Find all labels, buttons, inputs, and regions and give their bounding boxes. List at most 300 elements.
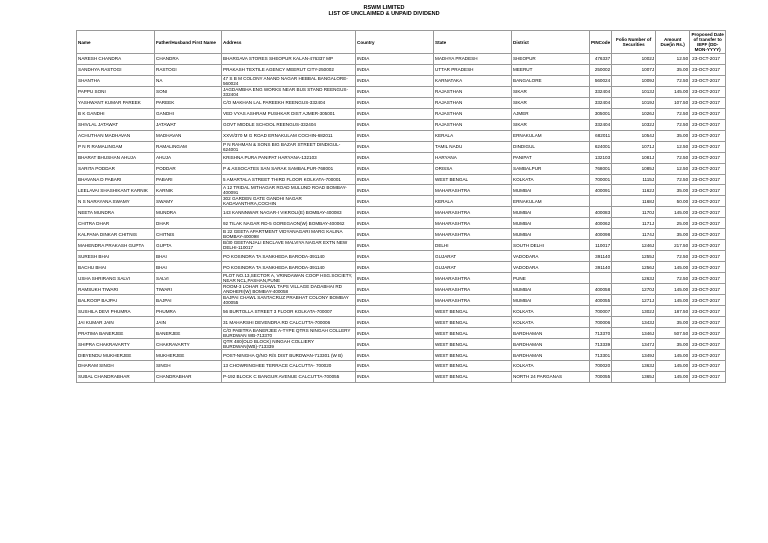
cell-folio: 1255J [612,251,656,262]
cell-pincode: 250002 [590,64,612,75]
cell-district: BARDHAMAN [512,350,590,361]
cell-address: P-192 BLOCK C BANGUR AVENUE CALCUTTA-700055 [222,371,356,382]
cell-district: MUMBAI [512,207,590,218]
cell-pincode: 332404 [590,86,612,97]
cell-date: 23-OCT-2017 [690,196,726,207]
cell-country: INDIA [356,371,434,382]
cell-amount: 72.50 [656,174,690,185]
cell-country: INDIA [356,185,434,196]
cell-date: 23-OCT-2017 [690,185,726,196]
cell-address: BAJPAI CHAWL SANTACRUZ PRABHAT COLONY BOMBAY 400055 [222,295,356,306]
cell-state: GUJARAT [434,262,512,273]
cell-amount: 145.00 [656,284,690,295]
cell-father: MADHAVAN [155,130,222,141]
cell-father: GANDHI [155,108,222,119]
cell-country: INDIA [356,218,434,229]
col-header-father: Father/Husband First Name [155,31,222,54]
cell-father: NA [155,75,222,86]
cell-district: MUMBAI [512,218,590,229]
table-row [77,229,726,240]
cell-date: 23-OCT-2017 [690,64,726,75]
cell-pincode: 624001 [590,141,612,152]
cell-pincode: 132103 [590,152,612,163]
cell-folio: 1246J [612,240,656,251]
cell-address: PO KOSINDRA TA SANKHEDA BARODA-391140 [222,251,356,262]
cell-country: INDIA [356,295,434,306]
cell-name: JAI KUMAR JAIN [77,317,155,328]
cell-folio: 1007J [612,64,656,75]
cell-district: DINDIGUL [512,141,590,152]
table-row [77,350,726,361]
cell-address: B 22 GEETA APARTMENT VIDYANAGARI MARG KALINA BOMBAY-400098 [222,229,356,240]
cell-state: MAHARASHTRA [434,185,512,196]
cell-address: ROOM-3 LOHAR CHAWL TAPS VILLAGE DADABHAI RD ANDHERI(W) BOMBAY-400058 [222,284,356,295]
cell-country: INDIA [356,163,434,174]
cell-folio: 1013J [612,86,656,97]
cell-address: KRISHNA PURA PANIPAT HARYANA-132103 [222,152,356,163]
cell-father: CHITNIS [155,229,222,240]
cell-name: SHANTHA [77,75,155,86]
col-header-address: Address [222,31,356,54]
cell-date: 23-OCT-2017 [690,152,726,163]
cell-state: RAJASTHAN [434,97,512,108]
cell-amount: 35.00 [656,185,690,196]
cell-address: C/O PABITRA BANERJEE A-TYPE QTRS NINGAH COLLERY BURDWAN WB-713370 [222,328,356,339]
cell-date: 23-OCT-2017 [690,262,726,273]
cell-father: TIWARI [155,284,222,295]
cell-address: P N RAHMAN & SONS BIG BAZAR STREET DINDIGUL-624001 [222,141,356,152]
cell-address: QTR 480(OLD BLOCK) NINGAH COLLIERY BURDWAN(WB)-713339 [222,339,356,350]
cell-date: 23-OCT-2017 [690,295,726,306]
cell-pincode: 713370 [590,328,612,339]
cell-district: MUMBAI [512,229,590,240]
cell-folio: 1171J [612,218,656,229]
cell-date: 23-OCT-2017 [690,328,726,339]
cell-folio: 1256J [612,262,656,273]
cell-district: BARDHAMAN [512,328,590,339]
table-row [77,273,726,284]
cell-address: BHARGAVA STORES SHEOPUR KALAN-476337 MP [222,54,356,65]
cell-district: MEERUT [512,64,590,75]
cell-name: N S NARAYANA SWAMY [77,196,155,207]
cell-father: SALVI [155,273,222,284]
cell-state: WEST BENGAL [434,339,512,350]
cell-country: INDIA [356,196,434,207]
cell-state: GUJARAT [434,251,512,262]
cell-district: AJMER [512,108,590,119]
cell-father: MUNDRA [155,207,222,218]
cell-father: PODDAR [155,163,222,174]
cell-folio: 1081J [612,152,656,163]
table-row [77,317,726,328]
cell-address: XXVI/370 M G ROAD ERNAKULAM COCHIN-682011 [222,130,356,141]
cell-pincode: 700020 [590,361,612,372]
cell-district: VADODARA [512,262,590,273]
table-row [77,86,726,97]
cell-amount: 145.00 [656,207,690,218]
cell-district: VADODARA [512,251,590,262]
table-row [77,54,726,65]
cell-pincode: 560024 [590,75,612,86]
cell-date: 23-OCT-2017 [690,229,726,240]
cell-father: RAMALINGAM [155,141,222,152]
cell-father: CHANDRABHAR [155,371,222,382]
cell-folio: 1365J [612,371,656,382]
col-header-district: District [512,31,590,54]
cell-district: SAMBALPUR [512,163,590,174]
cell-amount: 72.50 [656,273,690,284]
cell-country: INDIA [356,119,434,130]
cell-state: WEST BENGAL [434,350,512,361]
cell-father: PABARI [155,174,222,185]
cell-pincode: 476337 [590,54,612,65]
cell-pincode: 391140 [590,262,612,273]
cell-father: MUKHERJEE [155,350,222,361]
cell-country: INDIA [356,152,434,163]
cell-state: DELHI [434,240,512,251]
cell-father: BANERJEE [155,328,222,339]
cell-address: 92 TILAK NAGAR RD-5 GOREGAON(W) BOMBAY-400062 [222,218,356,229]
table-row [77,262,726,273]
col-header-state: State [434,31,512,54]
cell-pincode: 700006 [590,317,612,328]
cell-address: 143 KANNNWAR NAGAR-I VIKROLI(E) BOMBAY-400083 [222,207,356,218]
cell-district: MUMBAI [512,284,590,295]
cell-name: KALPANA DINKAR CHITNIS [77,229,155,240]
cell-folio: 1302J [612,306,656,317]
cell-pincode [590,273,612,284]
cell-pincode: 400083 [590,207,612,218]
table-row [77,64,726,75]
cell-district: KOLKATA [512,317,590,328]
table-row [77,130,726,141]
table-row [77,141,726,152]
cell-address: VED VYAS ASHRAM PUSHKAR DIST AJMER-305001 [222,108,356,119]
cell-folio: 1346J [612,328,656,339]
cell-name: ACHUTHAN MADHAVAN [77,130,155,141]
cell-date: 23-OCT-2017 [690,251,726,262]
cell-pincode: 400098 [590,229,612,240]
cell-father: BHAI [155,251,222,262]
cell-state: WEST BENGAL [434,306,512,317]
cell-state: HARYANA [434,152,512,163]
cell-folio: 1263J [612,273,656,284]
cell-pincode: 768001 [590,163,612,174]
cell-address: 5 AMARTALA STREET THIRD FLOOR KOLKATA-700001 [222,174,356,185]
cell-date: 23-OCT-2017 [690,339,726,350]
cell-amount: 35.00 [656,130,690,141]
cell-country: INDIA [356,54,434,65]
cell-district: SHEOPUR [512,54,590,65]
cell-district: BARDHAMAN [512,339,590,350]
cell-father: CHANDRA [155,54,222,65]
cell-name: SARITA PODDAR [77,163,155,174]
cell-amount: 145.00 [656,262,690,273]
cell-father: JATAWAT [155,119,222,130]
cell-name: NARESH CHANDRA [77,54,155,65]
cell-folio: 1071J [612,141,656,152]
col-header-name: Name [77,31,155,54]
cell-date: 23-OCT-2017 [690,119,726,130]
cell-folio: 1009J [612,75,656,86]
cell-country: INDIA [356,251,434,262]
cell-district: MUMBAI [512,185,590,196]
cell-folio: 1085J [612,163,656,174]
cell-country: INDIA [356,284,434,295]
cell-district: SIKAR [512,86,590,97]
cell-amount: 72.50 [656,108,690,119]
cell-state: MAHARASHTRA [434,273,512,284]
cell-folio: 1026J [612,108,656,119]
cell-date: 23-OCT-2017 [690,240,726,251]
cell-state: RAJASTHAN [434,119,512,130]
cell-pincode: 391140 [590,251,612,262]
cell-district: KOLKATA [512,361,590,372]
cell-country: INDIA [356,273,434,284]
cell-amount: 12.50 [656,54,690,65]
cell-country: INDIA [356,262,434,273]
cell-name: PAPPU SONI [77,86,155,97]
cell-folio: 1271J [612,295,656,306]
cell-state: MADHYA PRADESH [434,54,512,65]
table-row [77,152,726,163]
cell-folio: 1115J [612,174,656,185]
cell-amount: 507.50 [656,328,690,339]
cell-folio: 1170J [612,207,656,218]
cell-district: ERNAKULAM [512,130,590,141]
cell-state: WEST BENGAL [434,361,512,372]
cell-country: INDIA [356,339,434,350]
cell-name: SUBAL CHANDRABHAR [77,371,155,382]
col-header-date: Proposed Date of transfer to IEPF (DD-MON-YYYY) [691,32,724,52]
cell-date: 23-OCT-2017 [690,141,726,152]
cell-address: 302 GARDEN GATE GANDHI NAGAR KADAVANTHRA,COCHIN [222,196,356,207]
table-row [77,240,726,251]
cell-amount: 35.00 [656,229,690,240]
cell-address: PRAKASH TEXTILE AGENCY MEERUT CITY-250002 [222,64,356,75]
cell-pincode: 400091 [590,185,612,196]
cell-country: INDIA [356,207,434,218]
cell-name: BHARAT BHUSHAN AHUJA [77,152,155,163]
cell-amount: 107.50 [656,97,690,108]
table-row [77,163,726,174]
cell-father: JAIN [155,317,222,328]
cell-name: USHA SHRIRANG SALVI [77,273,155,284]
cell-country: INDIA [356,361,434,372]
cell-name: LEELAVAI SHASHIKANT KARNIK [77,185,155,196]
cell-date: 23-OCT-2017 [690,97,726,108]
cell-name: PRATIMA BANERJEE [77,328,155,339]
cell-date: 23-OCT-2017 [690,218,726,229]
cell-amount: 72.50 [656,251,690,262]
cell-country: INDIA [356,75,434,86]
table-row [77,339,726,350]
table-row [77,97,726,108]
cell-name: SHIPRA CHAKRAVARTY [77,339,155,350]
cell-country: INDIA [356,229,434,240]
cell-amount: 145.00 [656,350,690,361]
cell-state: KARNATAKA [434,75,512,86]
cell-name: BACHU BHAI [77,262,155,273]
cell-district: SOUTH DELHI [512,240,590,251]
table-row [77,75,726,86]
cell-country: INDIA [356,240,434,251]
cell-amount: 217.50 [656,240,690,251]
cell-district: MUMBAI [512,295,590,306]
cell-folio: 1347J [612,339,656,350]
cell-pincode: 400055 [590,295,612,306]
cell-state: MAHARASHTRA [434,284,512,295]
cell-district: PANIPAT [512,152,590,163]
table-row [77,174,726,185]
cell-state: WEST BENGAL [434,174,512,185]
cell-name: SHIVLAL JATAWAT [77,119,155,130]
cell-address: B/30 GEETANJALI ENCLAVE MALVIYA NAGAR EXTN NEW DELHI-110017 [222,240,356,251]
document-title: RSWM LIMITED [363,5,405,11]
cell-pincode: 700007 [590,306,612,317]
cell-father: SWAMY [155,196,222,207]
cell-country: INDIA [356,174,434,185]
table-row [77,361,726,372]
cell-state: MAHARASHTRA [434,207,512,218]
cell-address: JAGDAMBHA ENG WORKS NEAR BUS STAND REENGUS-332404 [222,86,356,97]
cell-district: BANGALORE [512,75,590,86]
cell-father: BAJPAI [155,295,222,306]
cell-amount: 12.50 [656,141,690,152]
cell-address: 13 CHOWRINGHEE TERRACE CALCUTTA- 700020 [222,361,356,372]
cell-folio: 1363J [612,361,656,372]
cell-father: SONI [155,86,222,97]
cell-amount: 35.00 [656,64,690,75]
cell-state: MAHARASHTRA [434,218,512,229]
cell-district: KOLKATA [512,174,590,185]
col-header-amount: Amount Due(in Rs.) [656,31,690,54]
cell-date: 23-OCT-2017 [690,207,726,218]
cell-father: BHAI [155,262,222,273]
cell-address: C/O MAKHAN LAL PAREEKH REENGUS-332404 [222,97,356,108]
cell-amount: 145.00 [656,295,690,306]
table-row [77,108,726,119]
cell-state: KERALA [434,196,512,207]
cell-name: B K GANDHI [77,108,155,119]
cell-amount: 35.00 [656,317,690,328]
cell-address: 47 S B M COLONY ANAND NAGAR HEBBAL BANGALORE-560024 [222,75,356,86]
cell-state: RAJASTHAN [434,86,512,97]
cell-pincode: 110017 [590,240,612,251]
cell-date: 23-OCT-2017 [690,108,726,119]
cell-name: DHARAM SINGH [77,361,155,372]
cell-state: WEST BENGAL [434,371,512,382]
cell-pincode: 700001 [590,174,612,185]
cell-country: INDIA [356,317,434,328]
cell-date: 23-OCT-2017 [690,350,726,361]
cell-date: 23-OCT-2017 [690,273,726,284]
table-row [77,119,726,130]
cell-folio: 1054J [612,130,656,141]
cell-pincode [590,196,612,207]
cell-father: DHAR [155,218,222,229]
cell-state: UTTAR PRADESH [434,64,512,75]
cell-state: WEST BENGAL [434,317,512,328]
cell-name: SURESH BHAI [77,251,155,262]
cell-pincode: 400058 [590,284,612,295]
cell-district: SIKAR [512,119,590,130]
cell-amount: 72.50 [656,75,690,86]
cell-address: 31 MAHARSHI DEVENDRA RD CALCUTTA-700006 [222,317,356,328]
cell-folio: 1162J [612,185,656,196]
cell-name: RAMSUKH TIWARI [77,284,155,295]
table-row [77,196,726,207]
cell-pincode: 700055 [590,371,612,382]
cell-name: DIBYENDU MUKHERJEE [77,350,155,361]
col-header-country: Country [356,31,434,54]
cell-amount: 72.50 [656,119,690,130]
cell-district: PUNE [512,273,590,284]
cell-name: BALROOP BAJPAI [77,295,155,306]
cell-folio: 1349J [612,350,656,361]
cell-date: 23-OCT-2017 [690,284,726,295]
table-row [77,371,726,382]
table-row [77,295,726,306]
cell-father: PAREEK [155,97,222,108]
cell-date: 23-OCT-2017 [690,54,726,65]
cell-country: INDIA [356,141,434,152]
table-row [77,251,726,262]
cell-name: SANDHYA RASTOGI [77,64,155,75]
cell-pincode: 332404 [590,119,612,130]
cell-date: 23-OCT-2017 [690,361,726,372]
cell-address: 56 BURTOLLA STREET 3 FLOOR KOLKATA-700007 [222,306,356,317]
cell-address: P & ASSOCATES SAN SARAK SAMBALPUR-768001 [222,163,356,174]
cell-state: TAMIL NADU [434,141,512,152]
cell-pincode: 400062 [590,218,612,229]
cell-date: 23-OCT-2017 [690,306,726,317]
cell-folio: 1019J [612,97,656,108]
cell-name: MAHENDRA PRAKASH GUPTA [77,240,155,251]
table-row [77,185,726,196]
table-row [77,306,726,317]
cell-pincode: 682011 [590,130,612,141]
cell-amount: 50.00 [656,196,690,207]
cell-amount: 145.00 [656,361,690,372]
cell-name: YASHWANT KUMAR PAREEK [77,97,155,108]
cell-pincode: 713301 [590,350,612,361]
cell-amount: 72.50 [656,152,690,163]
cell-state: WEST BENGAL [434,328,512,339]
cell-state: KERALA [434,130,512,141]
cell-folio: 1174J [612,229,656,240]
cell-name: BHAVANA D PABARI [77,174,155,185]
cell-father: PHUMRA [155,306,222,317]
cell-name: CHITRA DHAR [77,218,155,229]
cell-amount: 145.00 [656,86,690,97]
cell-amount: 145.00 [656,371,690,382]
cell-address: POST-NINGHA Q/NO R/S DIST BURDWAN-713301 (W B) [222,350,356,361]
cell-name: NEETA MUNDRA [77,207,155,218]
cell-amount: 12.50 [656,163,690,174]
table-header-row [77,31,726,54]
cell-country: INDIA [356,306,434,317]
cell-address: PO KOSINDRA TA SANKHEDA BARODA-391140 [222,262,356,273]
table-row [77,207,726,218]
cell-pincode: 332404 [590,97,612,108]
cell-folio: 1032J [612,119,656,130]
cell-country: INDIA [356,97,434,108]
cell-father: RASTOGI [155,64,222,75]
cell-country: INDIA [356,108,434,119]
cell-district: ERNAKULAM [512,196,590,207]
col-header-pincode: PINCode [590,31,612,54]
